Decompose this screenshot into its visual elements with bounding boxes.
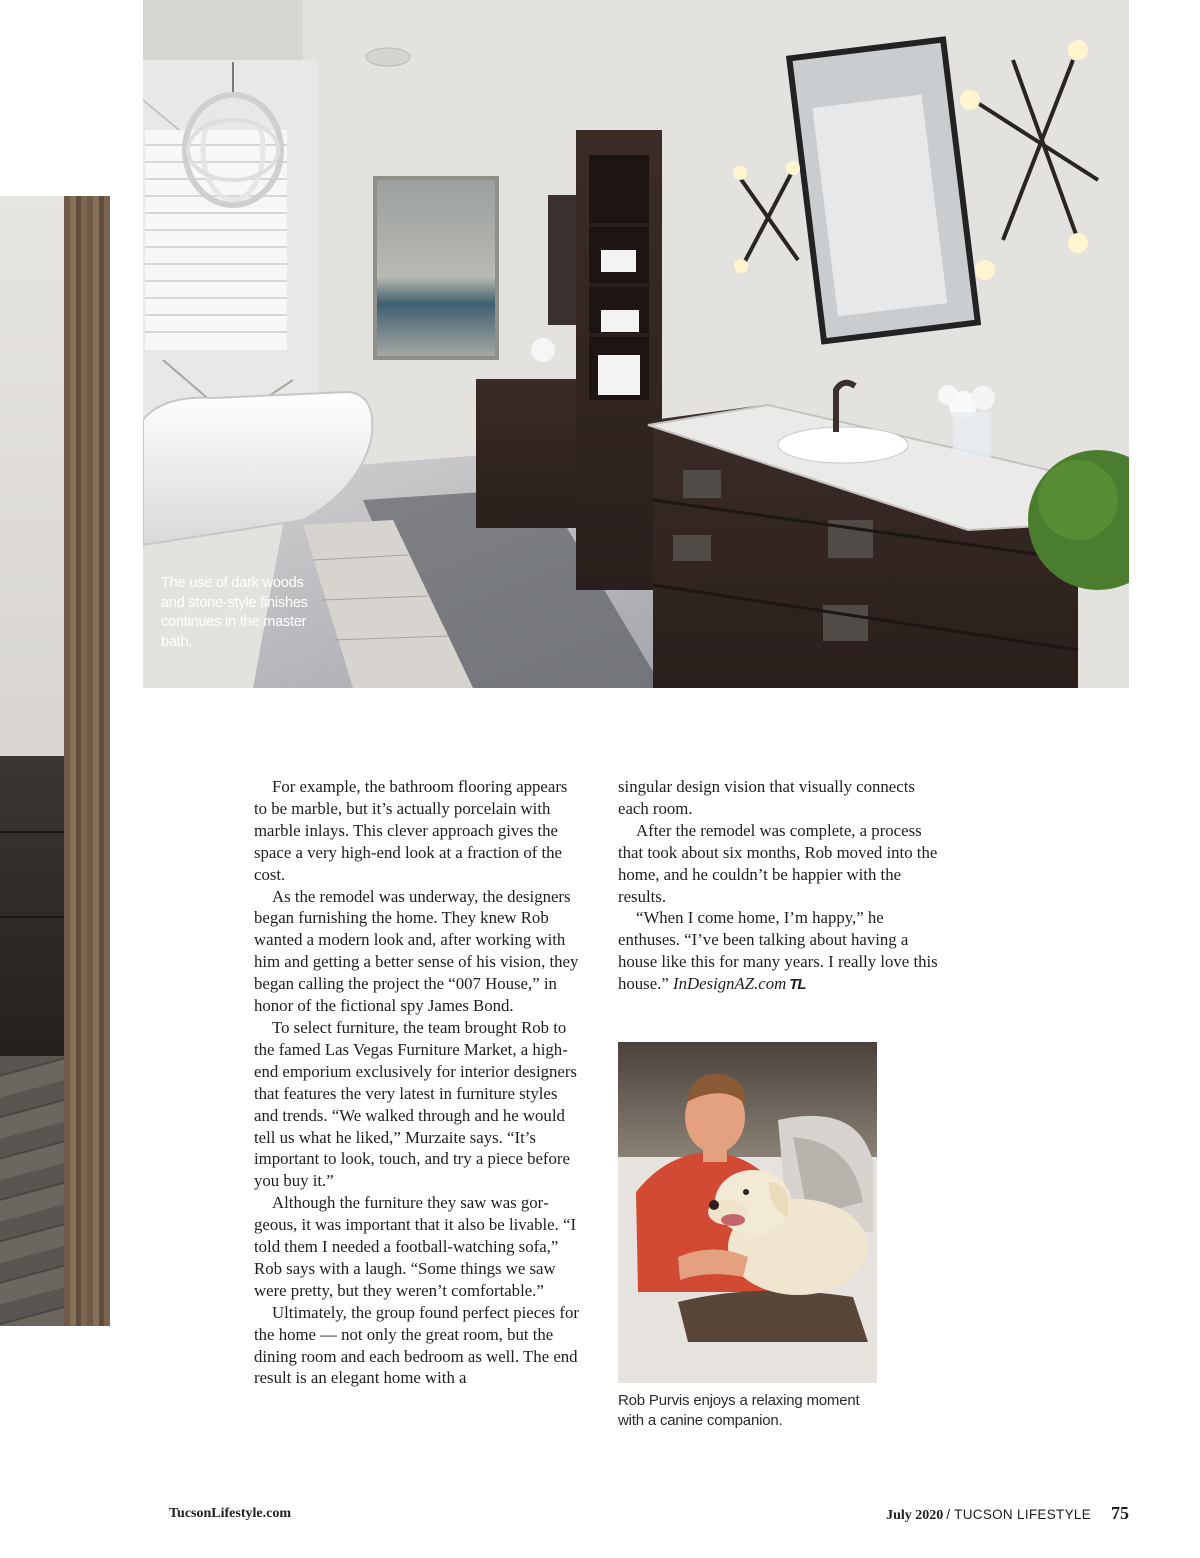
wood-floor (0, 1056, 64, 1326)
dark-wall-panel (0, 756, 64, 1056)
end-mark: TL (789, 976, 806, 994)
article-left-column (254, 776, 582, 1389)
magazine-name: / TUCSON LIFESTYLE (946, 1507, 1091, 1522)
curtain (64, 196, 110, 1326)
paragraph: For example, the bathroom flooring appears to be marble, but it’s actually porcelain with marble inlays. This clever approach gives the space a very high-end look at a fraction of the cost. (254, 777, 568, 884)
paragraph-closing (618, 907, 948, 996)
portrait-caption: Rob Purvis enjoys a relaxing moment with a canine companion. (618, 1392, 860, 1429)
master-bath-photo (143, 0, 1129, 688)
paragraph: After the remodel was complete, a process that took about six months, Rob moved into the home, and he couldn’t be happier with the results. (618, 820, 938, 906)
bath-photo-caption: The use of dark woods and stone-style finishes continues in the master bath. (161, 575, 308, 650)
portrait-illustration (618, 1042, 877, 1383)
left-room-photo (0, 196, 110, 1326)
designer-website-link[interactable]: InDesignAZ.com (673, 974, 787, 994)
article-right-column (618, 776, 948, 996)
paragraph: As the remodel was underway, the designers began furnishing the home. They knew Rob wanted a modern look and, after working with him and getting a better sense of his vision, they began calling the project the “007 House,” in honor of the fictional spy James Bond. (254, 886, 579, 1016)
issue-date: July 2020 (886, 1508, 944, 1523)
page-number: 75 (1111, 1503, 1129, 1523)
closing-quote: “When I come home, I’m happy,” he enthuses. “I’ve been talking about having a house like this for many years. I really love this house.” (618, 908, 938, 994)
paragraph: Ultimately, the group found perfect pieces for the home — not only the great room, but the dining room and each bedroom as well. The end result is an elegant home with a (254, 1302, 579, 1388)
paragraph: To select furniture, the team brought Rob to the famed Las Vegas Furniture Market, a high-end emporium exclusively for interior designers that features the very latest in furniture styles and trends. “We walked through and he would tell us what he liked,” Murzaite says. “It’s important to look, touch, and try a piece before you buy it.” (254, 1017, 577, 1191)
paragraph-continuation: singular design vision that visually connects each room. (618, 777, 915, 818)
rob-purvis-photo (618, 1042, 877, 1383)
paragraph: Although the furniture they saw was gorgeous, it was important that it also be livable. “I told them I needed a football-watching sofa,” Rob says with a laugh. “Some things we saw were pretty, but they weren’t comfortable.” (254, 1193, 577, 1300)
footer-folio (886, 1503, 1129, 1524)
footer-website[interactable]: TucsonLifestyle.com (169, 1506, 291, 1521)
